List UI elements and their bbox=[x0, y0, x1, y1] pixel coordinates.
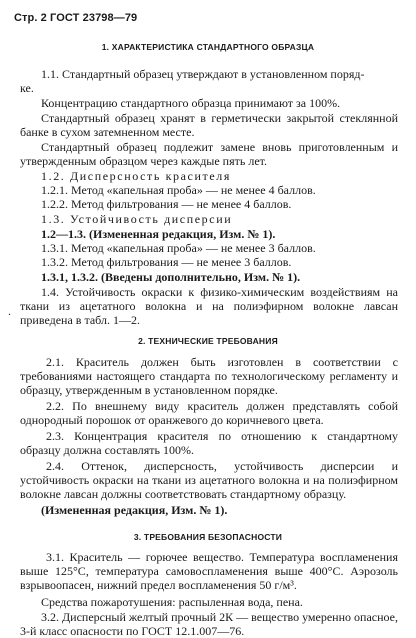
paragraph-1-3-2: 1.3.2. Метод фильтрования — не менее 3 баллов. bbox=[41, 255, 292, 269]
paragraph-1-3: 1.3. Устойчивость дисперсии bbox=[41, 212, 233, 226]
paragraph-3-2: 3.2. Дисперсный желтый прочный 2К — вещество умеренно опасное, 3-й класс опасности по ГОСТ 12.1.007—76. bbox=[20, 610, 398, 638]
paragraph-concentration: Концентрацию стандартного образца принимают за 100%. bbox=[41, 96, 341, 110]
paragraph-storage: Стандартный образец хранят в герметически закрытой стеклянной банке в сухом затемненном месте. bbox=[20, 111, 398, 139]
paragraph-1-3-1: 1.3.1. Метод «капельная проба» — не менее 3 баллов. bbox=[41, 241, 316, 255]
paragraph-2-4: 2.4. Оттенок, дисперсность, устойчивость дисперсии и устойчивость окраски на ткани из ацетатного волокна и на полиэфирном волокне лавсан должны соответствовать стандартному образцу. bbox=[20, 459, 398, 501]
paragraph-1-4: 1.4. Устойчивость окраски к физико-химическим воздействиям на ткани из ацетатного волокна и на полиэфирном волокне лавсан приведена в табл. 1—2. bbox=[20, 285, 398, 327]
section-2-title: 2. ТЕХНИЧЕСКИЕ ТРЕБОВАНИЯ bbox=[138, 336, 278, 346]
section-1-title: 1. ХАРАКТЕРИСТИКА СТАНДАРТНОГО ОБРАЗЦА bbox=[101, 42, 315, 52]
paragraph-2-3: 2.3. Концентрация красителя по отношению к стандартному образцу должна составлять 100%. bbox=[20, 429, 398, 457]
paragraph-2-1: 2.1. Краситель должен быть изготовлен в соответствии с требованиями настоящего стандарта по технологическому регламенту и образцу, утвержденным в установленном порядке. bbox=[20, 355, 398, 397]
paragraph-1-1-cont: ке. bbox=[20, 81, 34, 95]
paragraph-2-2: 2.2. По внешнему виду краситель должен представлять собой однородный порошок от оранжевого до коричневого цвета. bbox=[20, 399, 398, 427]
page-header: Стр. 2 ГОСТ 23798—79 bbox=[14, 12, 138, 24]
paragraph-fire-means: Средства пожаротушения: распыленная вода, пена. bbox=[41, 595, 303, 609]
amendment-section-2: (Измененная редакция, Изм. № 1). bbox=[41, 503, 228, 517]
amendment-1-3-1-1-3-2: 1.3.1, 1.3.2. (Введены дополнительно, Изм. № 1). bbox=[41, 270, 301, 284]
paragraph-1-2-1: 1.2.1. Метод «капельная проба» — не менее 4 баллов. bbox=[41, 183, 316, 197]
section-3-title: 3. ТРЕБОВАНИЯ БЕЗОПАСНОСТИ bbox=[133, 532, 283, 542]
paragraph-1-2-2: 1.2.2. Метод фильтрования — не менее 4 баллов. bbox=[41, 197, 292, 211]
paragraph-3-1: 3.1. Краситель — горючее вещество. Температура воспламенения выше 125°С, температура самовоспламенения выше 400°С. Аэрозоль взрывоопасен, нижний предел воспламенения 50 г/м³. bbox=[20, 550, 398, 592]
paragraph-1-2: 1.2. Дисперсность красителя bbox=[41, 169, 231, 183]
amendment-1-2-1-3: 1.2—1.3. (Измененная редакция, Изм. № 1). bbox=[41, 227, 276, 241]
margin-mark: . bbox=[8, 304, 11, 318]
paragraph-1-1: 1.1. Стандартный образец утверждают в установленном поряд- bbox=[41, 67, 365, 81]
paragraph-replacement: Стандартный образец подлежит замене вновь приготовленным и утвержденным образцом через каждые пять лет. bbox=[20, 140, 398, 168]
